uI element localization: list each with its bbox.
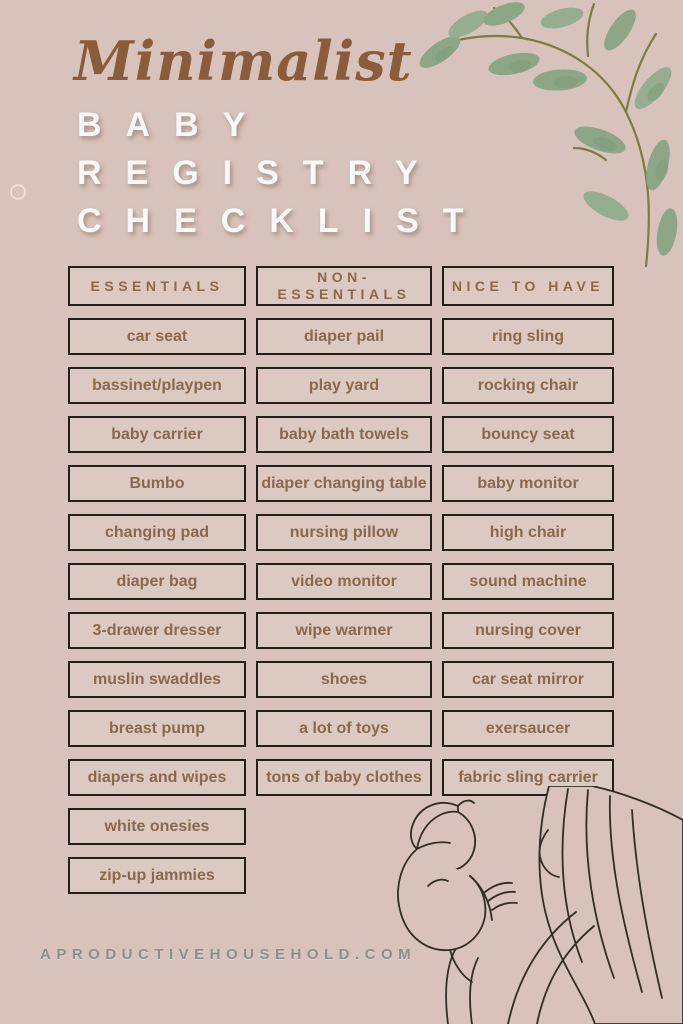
line-art-group	[398, 786, 683, 1024]
checklist-item: breast pump	[68, 710, 246, 747]
script-title: Minimalist	[74, 29, 413, 93]
checklist-item: ring sling	[442, 318, 614, 355]
checklist-item: baby carrier	[68, 416, 246, 453]
title-line-registry: REGISTRY	[77, 154, 442, 192]
checklist-item: fabric sling carrier	[442, 759, 614, 796]
checklist-item: a lot of toys	[256, 710, 432, 747]
checklist-item: zip-up jammies	[68, 857, 246, 894]
checklist-item: high chair	[442, 514, 614, 551]
baby-face	[446, 812, 475, 870]
checklist-item: baby bath towels	[256, 416, 432, 453]
checklist-item: diaper changing table	[256, 465, 432, 502]
checklist-item: diapers and wipes	[68, 759, 246, 796]
checklist-item: exersaucer	[442, 710, 614, 747]
page-title	[77, 101, 488, 245]
checklist-item: 3-drawer dresser	[68, 612, 246, 649]
checklist-item: diaper bag	[68, 563, 246, 600]
column-essentials	[68, 266, 246, 894]
checklist-item: car seat	[68, 318, 246, 355]
checklist-item: diaper pail	[256, 318, 432, 355]
checklist-item: white onesies	[68, 808, 246, 845]
column-header: NICE TO HAVE	[442, 266, 614, 306]
checklist-item: changing pad	[68, 514, 246, 551]
checklist-item: car seat mirror	[442, 661, 614, 698]
checklist-item: wipe warmer	[256, 612, 432, 649]
checklist-item: sound machine	[442, 563, 614, 600]
checklist-item: video monitor	[256, 563, 432, 600]
faint-circle-icon	[10, 184, 26, 200]
baby-body	[398, 849, 485, 950]
checklist-item: nursing cover	[442, 612, 614, 649]
checklist-item: rocking chair	[442, 367, 614, 404]
column-header: NON-ESSENTIALS	[256, 266, 432, 306]
column-header: ESSENTIALS	[68, 266, 246, 306]
checklist-item: baby monitor	[442, 465, 614, 502]
checklist-item: bassinet/playpen	[68, 367, 246, 404]
title-line-baby: BABY	[77, 106, 270, 144]
checklist-item: tons of baby clothes	[256, 759, 432, 796]
checklist-item: shoes	[256, 661, 432, 698]
checklist-item: bouncy seat	[442, 416, 614, 453]
website-url: APRODUCTIVEHOUSEHOLD.COM	[40, 946, 417, 963]
checklist-item: nursing pillow	[256, 514, 432, 551]
title-line-checklist: CHECKLIST	[77, 202, 488, 240]
checklist-item: Bumbo	[68, 465, 246, 502]
mother-holding-baby-illustration	[388, 786, 683, 1024]
mother-hair	[539, 786, 683, 1024]
checklist-item: play yard	[256, 367, 432, 404]
checklist-item: muslin swaddles	[68, 661, 246, 698]
